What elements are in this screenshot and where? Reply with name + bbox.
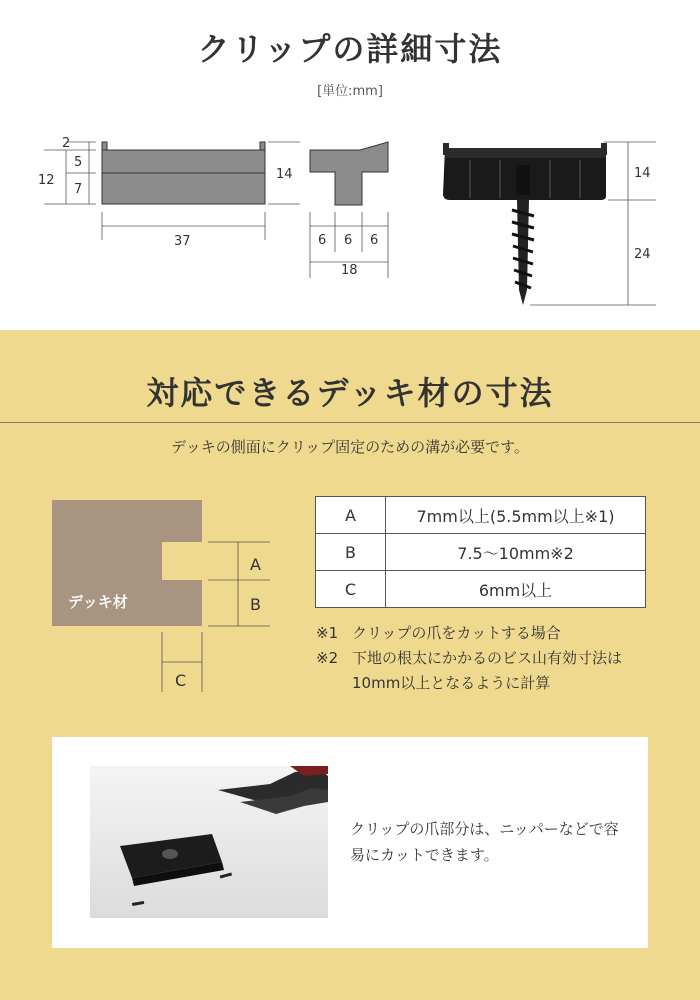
- footnote-text: 下地の根太にかかるのビス山有効寸法は10mm以上となるように計算: [352, 649, 623, 692]
- dim-length: 37: [174, 234, 191, 249]
- clip-dimension-diagram: [0, 0, 700, 330]
- section-description: デッキの側面にクリップ固定のための溝が必要です。: [171, 438, 529, 456]
- deck-board-diagram: [0, 490, 310, 720]
- clip-side-view: [102, 142, 265, 204]
- clip-photo-illustration: [443, 143, 607, 305]
- table-row: [316, 497, 646, 534]
- footnote-mark: ※2: [316, 649, 339, 667]
- nipper-photo: [90, 766, 328, 918]
- table-row: [316, 571, 646, 608]
- dim-total-height: 12: [38, 173, 55, 188]
- table-row: [316, 534, 646, 571]
- section-title: 対応できるデッキ材の寸法: [146, 374, 554, 412]
- deck-dimensions-section: [0, 330, 700, 1000]
- dim-claw: 2: [62, 136, 71, 151]
- dim-photo-head: 14: [634, 166, 651, 181]
- dim-w3: 6: [370, 233, 379, 248]
- table-key: C: [316, 571, 386, 608]
- tip-caption: クリップの爪部分は、ニッパーなどで容易にカットできます。: [350, 820, 619, 864]
- divider: [0, 422, 700, 423]
- dim-photo-screw: 24: [634, 247, 651, 262]
- table-key: A: [316, 497, 386, 534]
- cutting-tip-card: [52, 737, 648, 948]
- section-title: クリップの詳細寸法: [197, 30, 503, 68]
- footnote-mark: ※1: [316, 624, 339, 642]
- clip-cross-section: [310, 142, 388, 205]
- footnotes: [316, 621, 652, 696]
- board-label: デッキ材: [68, 593, 128, 611]
- label-c: C: [175, 671, 187, 690]
- table-key: B: [316, 534, 386, 571]
- table-value: 7.5〜10mm※2: [386, 534, 646, 571]
- table-value: 7mm以上(5.5mm以上※1): [386, 497, 646, 534]
- clip-dimensions-section: [0, 0, 700, 330]
- footnote: [316, 621, 652, 646]
- dim-w1: 6: [318, 233, 327, 248]
- unit-label: [単位:mm]: [317, 84, 383, 99]
- footnote-text: クリップの爪をカットする場合: [352, 624, 561, 642]
- dim-upper: 5: [74, 155, 83, 170]
- dim-width: 18: [341, 263, 358, 278]
- spec-table: [315, 496, 646, 608]
- label-b: B: [250, 595, 261, 614]
- footnote: [316, 646, 652, 696]
- dim-lower: 7: [74, 182, 83, 197]
- label-a: A: [250, 555, 261, 574]
- dim-side-height: 14: [276, 167, 293, 182]
- table-value: 6mm以上: [386, 571, 646, 608]
- dim-w2: 6: [344, 233, 353, 248]
